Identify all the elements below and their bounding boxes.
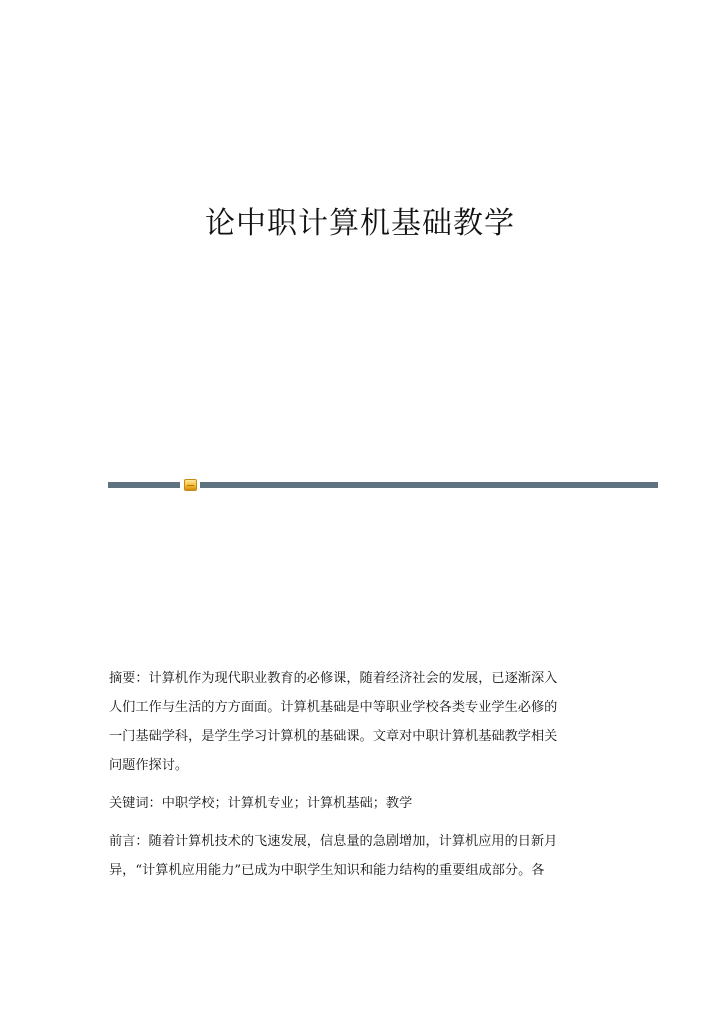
divider-right-bar (200, 482, 658, 488)
divider-ornament-icon (184, 479, 197, 491)
keywords-line: 关键词：中职学校；计算机专业；计算机基础；教学 (109, 796, 413, 811)
preface-line-2: 异，“计算机应用能力”已成为中职学生知识和能力结构的重要组成部分。各 (109, 863, 545, 878)
title-divider (108, 478, 658, 492)
document-body (109, 664, 604, 885)
abstract-line-4: 问题作探讨。 (109, 758, 189, 773)
abstract-line-3: 一门基础学科，是学生学习计算机的基础课。文章对中职计算机基础教学相关 (109, 729, 558, 744)
divider-left-bar (108, 482, 180, 488)
preface-line-1: 前言：随着计算机技术的飞速发展，信息量的急剧增加，计算机应用的日新月 (109, 834, 558, 849)
paragraph-gap (109, 780, 604, 789)
abstract-line-2: 人们工作与生活的方方面面。计算机基础是中等职业学校各类专业学生必修的 (109, 700, 558, 715)
paragraph-gap (109, 818, 604, 827)
abstract-line-1: 摘要：计算机作为现代职业教育的必修课，随着经济社会的发展，已逐渐深入 (109, 671, 558, 686)
document-title: 论中职计算机基础教学 (205, 206, 515, 241)
